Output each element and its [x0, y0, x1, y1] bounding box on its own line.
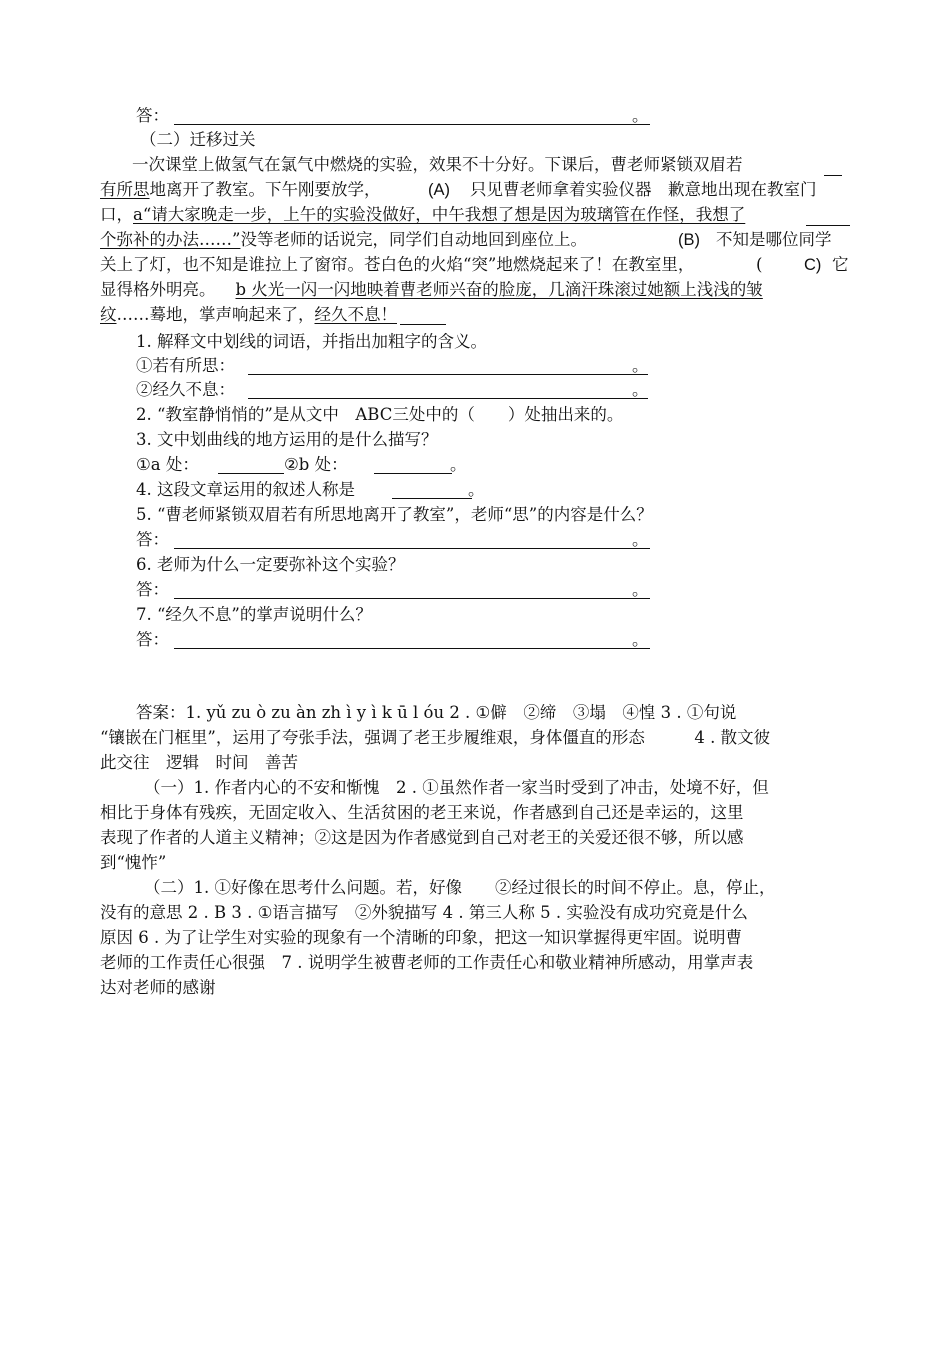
q3-b-blank[interactable]	[374, 473, 452, 474]
passage-line-3	[100, 203, 745, 227]
underline-extension	[400, 324, 446, 325]
marker-c-open: (	[756, 255, 763, 274]
passage-line-5: 关上了灯，也不知是谁拉上了窗帘。苍白色的火焰“突”地燃烧起来了！在教室里，	[100, 255, 695, 274]
q1-b-blank[interactable]	[248, 398, 648, 399]
answer-key-line-1: 答案：1. yǔ zu ò zu àn zh ì y ì k ū l óu 2 . ①僻 ②缔 ③塌 ④惶 3 . ①句说	[136, 703, 737, 722]
answer-key-line-8: （二）1. ①好像在思考什么问题。若，好像 ②经过很长的时间不停止。息，停止，	[144, 878, 776, 897]
curved-underline-a: a“请大家晚走一步，上午的实验没做好，中午我想了想是因为玻璃管在作怪，我想了	[133, 205, 746, 224]
q5-answer-label: 答：	[136, 530, 169, 549]
answer-key-line-11: 老师的工作责任心很强 7 . 说明学生被曹老师的工作责任心和敬业精神所感动，用掌声表	[100, 953, 754, 972]
passage-text: 只见曹老师拿着实验仪器 歉意地出现在教室门	[470, 180, 817, 199]
answer-key-line-2: “镶嵌在门框里”，运用了夸张手法，强调了老王步履维艰，身体僵直的形态 4 . 散文彼	[100, 728, 771, 747]
passage-line-6	[100, 278, 763, 302]
q1-b-label: ②经久不息：	[136, 380, 235, 399]
q3-a-blank[interactable]	[218, 473, 284, 474]
underlined-word-ruoyousuosi: 有所思	[100, 180, 150, 199]
underline-fragment	[824, 175, 842, 176]
answer-key-line-5: 相比于身体有残疾，无固定收入、生活贫困的老王来说，作者感到自己还是幸运的，这里	[100, 803, 744, 822]
question-6: 6. 老师为什么一定要弥补这个实验？	[136, 555, 405, 574]
passage-text: 它	[832, 255, 849, 274]
marker-b: (B)	[678, 231, 700, 249]
question-1: 1. 解释文中划线的词语，并指出加粗字的含义。	[136, 332, 487, 351]
answer-key-line-12: 达对老师的感谢	[100, 978, 216, 997]
passage-line-1: 一次课堂上做氢气在氯气中燃烧的实验，效果不十分好。下课后，曹老师紧锁双眉若	[132, 155, 743, 174]
passage-line-7	[100, 303, 397, 327]
answer-line-top	[136, 104, 169, 128]
passage-text: ！	[380, 305, 397, 324]
q3-b-label: ②b 处：	[284, 455, 348, 474]
passage-text: 不知是哪位同学	[716, 230, 832, 249]
marker-a: (A)	[428, 181, 450, 199]
curved-underline-b-cont: 纹	[100, 305, 117, 324]
q7-answer-blank[interactable]	[174, 648, 650, 649]
answer-end-mark: 。	[632, 106, 649, 125]
answer-key-line-9: 没有的意思 2 . B 3 . ①语言描写 ②外貌描写 4 . 第三人称 5 . 实验没有成功究竟是什么	[100, 903, 748, 922]
end-mark: 。	[632, 356, 649, 375]
q1-a-blank[interactable]	[248, 374, 648, 375]
passage-text: 没等老师的话说完，同学们自动地回到座位上。	[240, 230, 587, 249]
answer-blank-top[interactable]	[174, 124, 650, 125]
answer-key-line-3: 此交往 逻辑 时间 善苦	[100, 753, 298, 772]
q4-blank[interactable]	[392, 498, 472, 499]
answer-key-line-4: （一）1. 作者内心的不安和惭愧 2 . ①虽然作者一家当时受到了冲击，处境不好，但	[144, 778, 769, 797]
question-4: 4. 这段文章运用的叙述人称是	[136, 480, 355, 499]
q6-answer-blank[interactable]	[174, 598, 650, 599]
q6-answer-label: 答：	[136, 580, 169, 599]
question-3: 3. 文中划曲线的地方运用的是什么描写？	[136, 430, 438, 449]
q5-answer-blank[interactable]	[174, 548, 650, 549]
passage-line-4	[100, 228, 587, 252]
curved-underline-b: b 火光一闪一闪地映着曹老师兴奋的脸庞，几滴汗珠滚过她额上浅浅的皱	[235, 280, 763, 299]
answer-key-line-10: 原因 6 . 为了让学生对实验的现象有一个清晰的印象，把这一知识掌握得更牢固。说明曹	[100, 928, 742, 947]
question-7: 7. “经久不息”的掌声说明什么？	[136, 605, 372, 624]
q7-answer-label: 答：	[136, 630, 169, 649]
end-mark: 。	[632, 530, 649, 549]
end-mark: 。	[450, 455, 467, 474]
underlined-word-jingjiubuxi: 经久不息	[314, 305, 381, 324]
question-5: 5. “曹老师紧锁双眉若有所思地离开了教室”，老师“思”的内容是什么？	[136, 505, 653, 524]
answer-key-line-6: 表现了作者的人道主义精神；②这是因为作者感觉到自己对老王的关爱还很不够，所以感	[100, 828, 744, 847]
question-2: 2. “教室静悄悄的”是从文中 ABC三处中的（ ）处抽出来的。	[136, 405, 624, 424]
passage-text: ……蓦地，掌声响起来了，	[116, 305, 315, 324]
passage-text: 显得格外明亮。	[100, 280, 216, 299]
q1-a-label: ①若有所思：	[136, 356, 235, 375]
passage-line-2	[100, 178, 381, 202]
curved-underline-a-cont: 个弥补的办法……”	[100, 230, 241, 249]
section-heading: （二）迁移过关	[140, 130, 256, 149]
underline-extension	[806, 225, 850, 226]
passage-text: 地离开了教室。下午刚要放学，	[149, 180, 381, 199]
q3-a-label: ①a 处：	[136, 455, 199, 474]
passage-text: 口，	[100, 205, 133, 224]
end-mark: 。	[632, 630, 649, 649]
marker-c: C)	[804, 256, 822, 274]
end-mark: 。	[468, 480, 485, 499]
answer-label: 答：	[136, 106, 169, 125]
answer-key-line-7: 到“愧怍”	[100, 853, 167, 872]
end-mark: 。	[632, 580, 649, 599]
end-mark: 。	[632, 380, 649, 399]
